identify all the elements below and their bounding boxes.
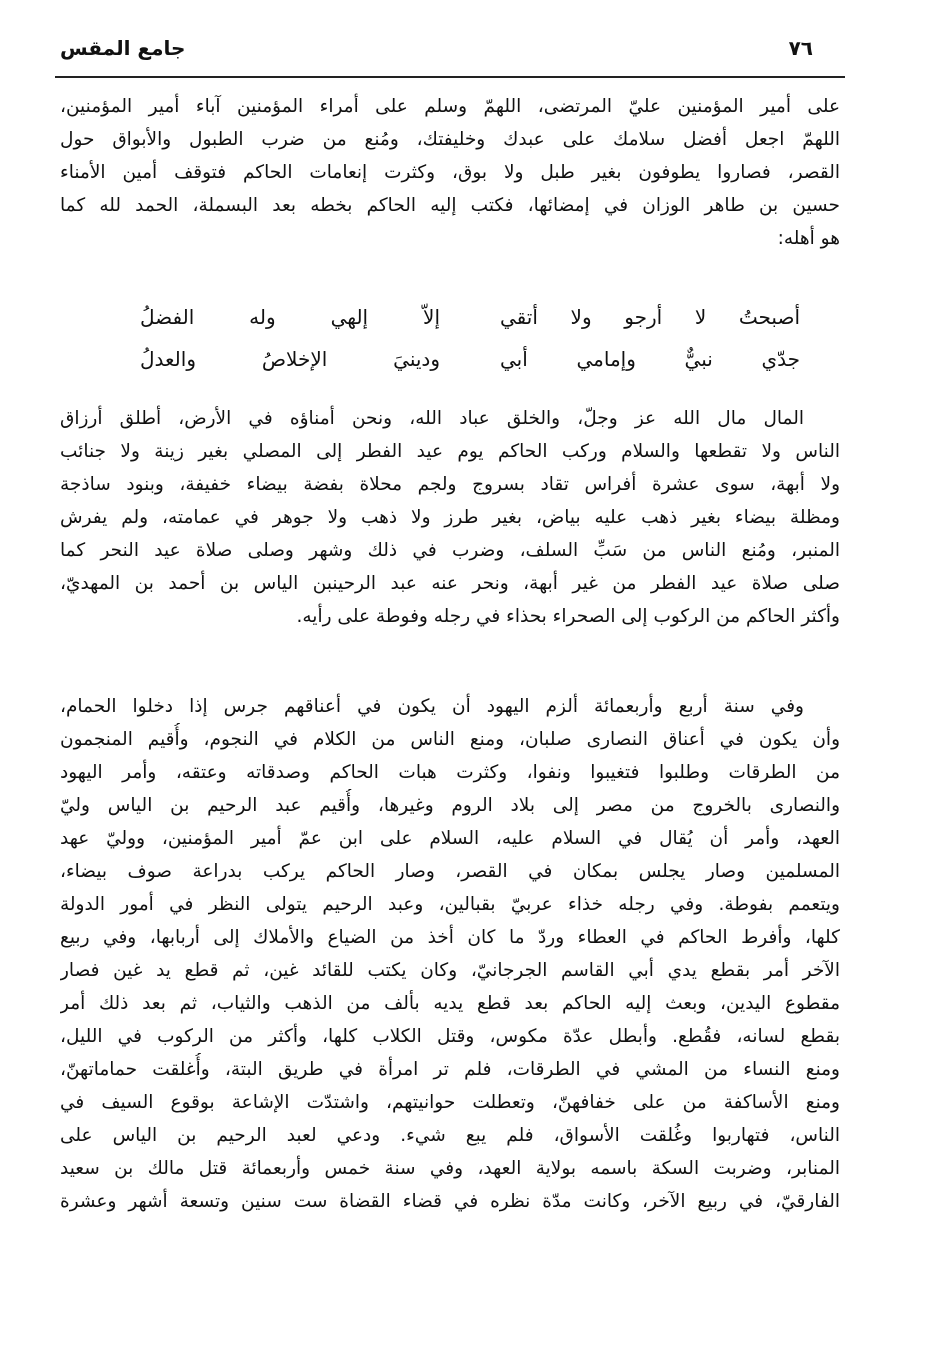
text-line: وفي سنة أربع وأربعمائة ألزم اليهود أن يكون في أعناقهم جرس إذا دخلوا الحمام،	[60, 696, 804, 717]
verse-line	[140, 296, 800, 338]
text-line: ومنع الأساكفة من على خفافهنّ، وتعطلت حوانيتهم، واشتدّت الإشاعة بوقوع السيف في	[60, 1092, 840, 1113]
text-line: بقطع لسانه، فقُطع. وأبطل عدّة مكوس، وقتل الكلاب كلها، وأكثر من الركوب في الليل،	[60, 1026, 840, 1047]
text-line: الآخر أمر بقطع يدي أبي القاسم الجرجانيّ، وكان يكتب للقائد غين، ثم قطع يد غين فصار	[60, 960, 840, 981]
text-line: المال مال الله عز وجلّ، والخلق عباد الله، ونحن أمناؤه في الأرض، أطلق أرزاق	[60, 408, 804, 429]
text-line: كلها، وأفرط الحاكم في العطاء وردّ ما كان أخذ من الضياع والأملاك إلى أربابها، وفي ربيع	[60, 927, 840, 948]
text-line: المسلمين وصار يجلس بمكان في القصر، وصار الحاكم يركب بدراعة صوف بيضاء،	[60, 861, 840, 882]
text-line: الناس ولا تقطعها والسلام وركب الحاكم يوم عيد الفطر إلى المصلي بغير زينة ولا جنائب	[60, 441, 840, 462]
text-line: هو أهله:	[777, 228, 840, 249]
text-line: القصر، فصاروا يطوفون بغير طبل ولا بوق، وكثرت إنعامات الحاكم فتوقف أمين الأمناء	[60, 162, 840, 183]
paragraph-2	[60, 402, 840, 633]
text-line: حسين بن طاهر الوزان في إمضائها، فكتب إليه الحاكم بخطه بعد البسملة، الحمد لله كما	[60, 195, 840, 216]
header-rule	[55, 76, 845, 78]
text-line: اللهمّ اجعل أفضل سلامك على عبدك وخليفتك، ومُنع من ضرب الطبول والأبواق حول	[60, 129, 840, 150]
verse-second-hemistich: إلاّ إلهي وله الفضلُ	[140, 305, 440, 329]
text-line: ومنع النساء من المشي في الطرقات، فلم تر امرأة في طريق البتة، وأُغلقت حماماتهنّ،	[60, 1059, 840, 1080]
text-line: العهد، وأمر أن يُقال في السلام عليه، السلام على ابن عمّ أمير المؤمنين، ووليّ عهد	[60, 828, 840, 849]
text-line: والنصارى بالخروج من مصر إلى بلاد الروم وغيرها، وأُقيم عبد الرحيم بن الياس وليّ	[60, 795, 840, 816]
text-line: المنابر، وضربت السكة باسمه بولاية العهد، وفي سنة خمس وأربعمائة قتل مالك بن سعيد	[60, 1158, 840, 1179]
paragraph-3	[60, 690, 840, 1218]
running-title: جامع المقس	[60, 36, 186, 60]
text-line: على أمير المؤمنين عليّ المرتضى، اللهمّ وسلم على أمراء المؤمنين آباء أمير المؤمنين،	[60, 96, 840, 117]
text-line: ويتعمم بفوطة. وفي رجله خذاء عربيّ بقبالين، وعبد الرحيم يتولى النظر في أمور الدولة	[60, 894, 840, 915]
page-number: ٧٦	[788, 36, 813, 60]
paragraph-1	[60, 90, 840, 255]
text-line: وأن يكون في أعناق النصارى صلبان، ومنع الناس من الكلام في النجوم، وأُقيم المنجمون	[60, 729, 840, 750]
text-line: المنبر، ومُنع الناس من سَبِّ السلف، وضرب في ذلك وشهر وصلى صلاة عيد النحر كما	[60, 540, 840, 561]
verse-first-hemistich: جدّي نبيٌّ وإمامي أبي	[500, 347, 800, 371]
text-line: الناس، فتهاربوا وغُلقت الأسواق، فلم يبع شيء. ودعي لعبد الرحيم بن الياس على	[60, 1125, 840, 1146]
text-line: من الطرقات وطلبوا فتغيبوا ونفوا، وكثرت هبات الحاكم وصدقاته وعتقه، وأمر اليهود	[60, 762, 840, 783]
text-line: الفارقيّ، في ربيع الآخر، وكانت مدّة نظره في قضاء القضاة ست سنين وتسعة أشهر وعشرة	[60, 1191, 840, 1212]
text-line: ومظلة بيضاء بغير ذهب عليه بياض، بغير طرز ولا ذهب ولا جوهر في عمامته، ولم يفرش	[60, 507, 840, 528]
poem	[140, 296, 800, 380]
text-line: صلى صلاة عيد الفطر من غير أبهة، ونحر عنه عبد الرحينبن الياس بن أحمد بن المهديّ،	[60, 573, 840, 594]
verse-first-hemistich: أصبحتُ لا أرجو ولا أتقي	[500, 305, 800, 329]
text-line: ولا أبهة، سوى عشرة أفراس تقاد بسروج ولجم محلاة بفضة بيضاء خفيفة، وبنود ساذجة	[60, 474, 840, 495]
verse-line	[140, 338, 800, 380]
verse-second-hemistich: ودينيَ الإخلاصُ والعدلُ	[140, 347, 440, 371]
text-line: مقطوع اليدين، وبعث إليه الحاكم بعد قطع يديه بألف من الذهب والثياب، ثم بعد ذلك أمر	[60, 993, 840, 1014]
text-line: وأكثر الحاكم من الركوب إلى الصحراء بحذاء في رجله وفوطة على رأيه.	[296, 606, 840, 627]
